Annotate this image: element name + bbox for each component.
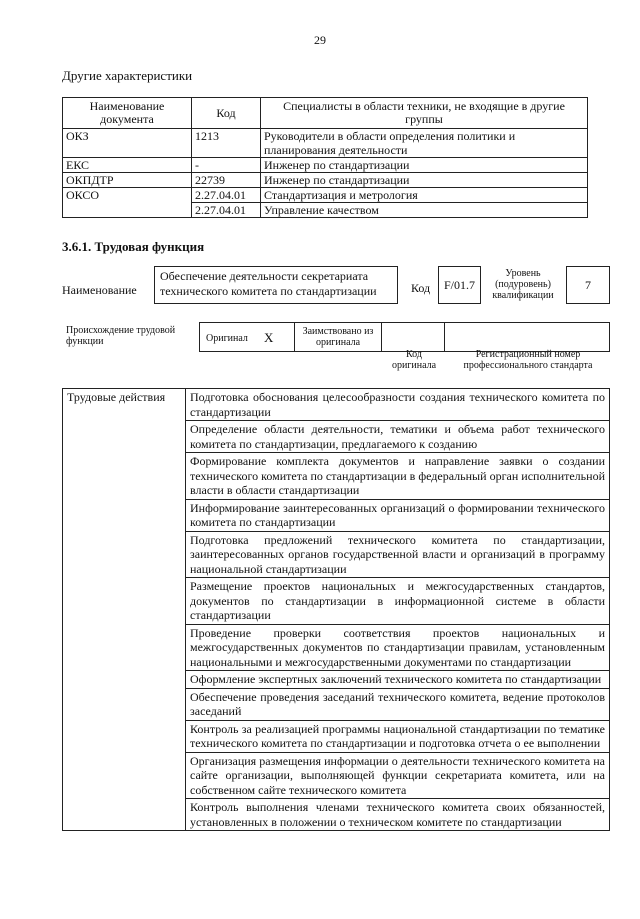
table-header-row [63, 98, 588, 129]
row-name: Управление качеством [261, 203, 588, 218]
table-row [63, 188, 588, 203]
row-name: Инженер по стандартизации [261, 173, 588, 188]
function-name-value: Обеспечение деятельности секретариата технического комитета по стандартизации [154, 266, 398, 304]
reg-number-cell [444, 322, 610, 352]
name-label: Наименование [62, 283, 137, 297]
labor-action-item: Обеспечение проведения заседаний технического комитета, ведение протоколов заседаний [186, 688, 610, 720]
origin-code-caption: Код оригинала [391, 349, 437, 371]
header-code: Код [192, 98, 261, 129]
labor-function-title: 3.6.1. Трудовая функция [62, 239, 205, 254]
labor-action-item: Проведение проверки соответствия проектов национальных и межгосударственных документов по стандартизации правилам, установленным национальными и межгосударственными документами по стандартизации [186, 624, 610, 671]
labor-action-item: Размещение проектов национальных и межгосударственных стандартов, документов по стандартизации в информационной системе в области стандартизации [186, 578, 610, 625]
original-mark: X [264, 330, 274, 345]
header-document: Наименование документа [63, 98, 192, 129]
labor-action-item: Контроль выполнения членами технического комитета своих обязанностей, установленных в положении о техническом комитете по стандартизации [186, 799, 610, 831]
labor-actions-label: Трудовые действия [63, 389, 186, 831]
table-row [63, 158, 588, 173]
labor-action-item: Подготовка обоснования целесообразности создания технического комитета по стандартизации [186, 389, 610, 421]
row-doc: ОКЗ [63, 129, 192, 158]
origin-label: Происхождение трудовой функции [66, 325, 176, 347]
level-label: Уровень (подуровень) квалификации [492, 268, 554, 301]
row-doc: ЕКС [63, 158, 192, 173]
function-code-value: F/01.7 [438, 266, 481, 304]
labor-action-item: Контроль за реализацией программы национальной стандартизации по тематике технического комитета по стандартизации и подготовка отчета о ее выполнении [186, 720, 610, 752]
labor-action-item: Подготовка предложений технического комитета по стандартизации, заинтересованных органов государственной власти и организаций в программу национальной стандартизации [186, 531, 610, 578]
labor-action-item: Формирование комплекта документов и направление заявки о создании технического комитета по стандартизации в федеральный орган исполнительной власти в области стандартизации [186, 453, 610, 500]
page-number: 29 [314, 33, 326, 47]
labor-action-item: Организация размещения информации о деятельности технического комитета на сайте организации, выполняющей функции секретариата комитета, или на собственном сайте технического комитета [186, 752, 610, 799]
labor-action-item: Определение области деятельности, тематики и объема работ технического комитета по стандартизации, предлагаемого к созданию [186, 421, 610, 453]
table-row [63, 129, 588, 158]
labor-actions-table [62, 388, 610, 831]
original-cell [199, 322, 295, 352]
code-label: Код [411, 281, 431, 295]
row-code: 2.27.04.01 [192, 188, 261, 203]
row-code: 1213 [192, 129, 261, 158]
labor-action-item: Информирование заинтересованных организаций о формировании технического комитета по стандартизации [186, 499, 610, 531]
borrowed-cell: Заимствовано из оригинала [294, 322, 382, 352]
reg-number-caption: Регистрационный номер профессионального стандарта [463, 349, 593, 371]
row-name: Руководители в области определения политики и планирования деятельности [261, 129, 588, 158]
other-characteristics-table [62, 97, 588, 218]
original-label: Оригинал [206, 333, 248, 344]
row-doc: ОКПДТР [63, 173, 192, 188]
row-code: 22739 [192, 173, 261, 188]
origin-code-cell [381, 322, 445, 352]
row-name: Инженер по стандартизации [261, 158, 588, 173]
row-name: Стандартизация и метрология [261, 188, 588, 203]
row-code: - [192, 158, 261, 173]
header-specialists: Специалисты в области техники, не входящие в другие группы [261, 98, 588, 129]
table-row [63, 173, 588, 188]
labor-action-item: Оформление экспертных заключений технического комитета по стандартизации [186, 671, 610, 689]
row-code: 2.27.04.01 [192, 203, 261, 218]
table-row [63, 389, 610, 421]
row-doc: ОКСО [63, 188, 192, 218]
qualification-level-value: 7 [566, 266, 610, 304]
section-title-other-characteristics: Другие характеристики [62, 68, 193, 83]
